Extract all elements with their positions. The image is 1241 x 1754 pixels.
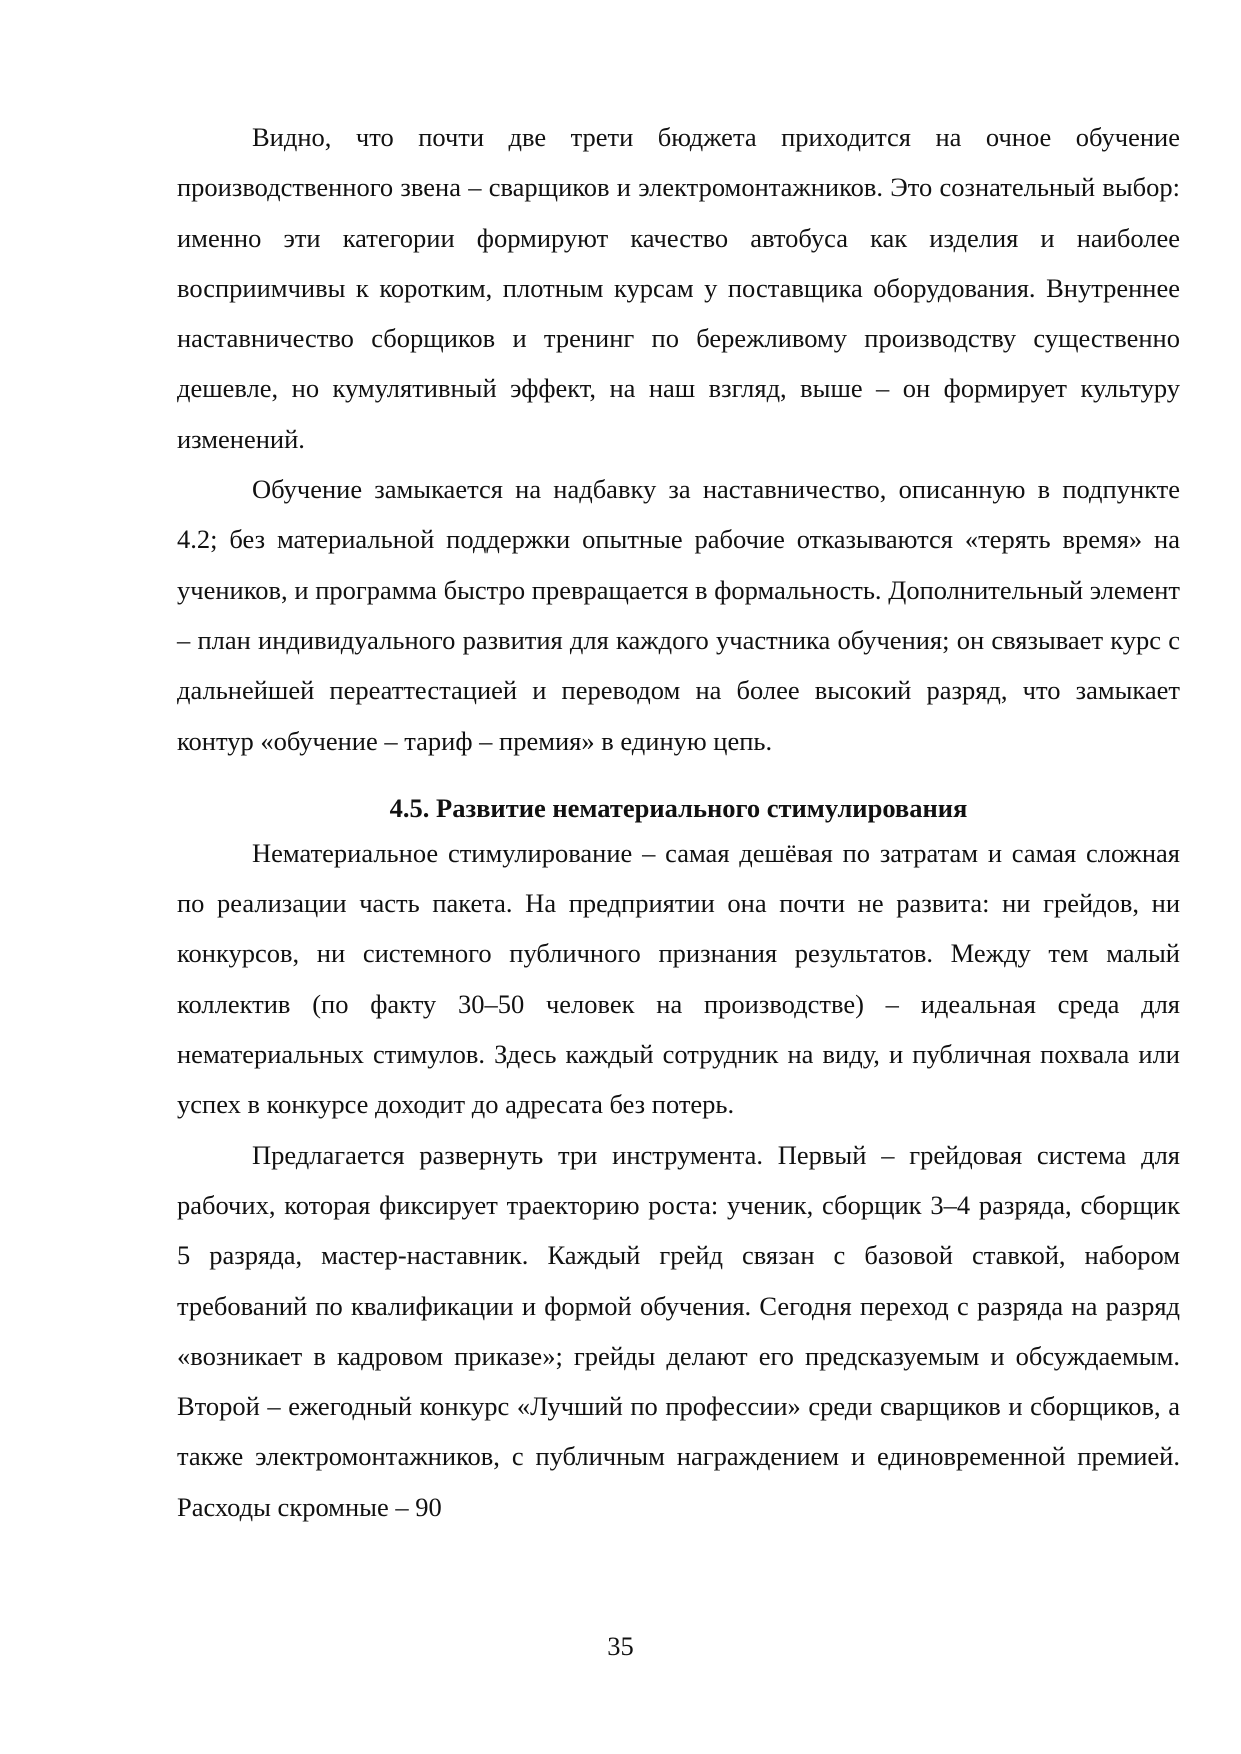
page-number: 35 <box>607 1631 634 1661</box>
section-heading: 4.5. Развитие нематериального стимулирования <box>389 792 968 823</box>
paragraph-budget-structure: Видно, что почти две трети бюджета приходится на очное обучение производственного звена – сварщиков и электромонтажников. Это сознательный выбор: именно эти категории формируют качество автобуса как изделия и наиболее восприимчивы к коротким, плотным курсам у поставщика оборудования. Внутреннее наставничество сборщиков и тренинг по бережливому производству существенно дешевле, но кумулятивный эффект, на наш взгляд, выше – он формирует культуру изменений. <box>177 122 1180 454</box>
document-page <box>177 112 1180 1532</box>
paragraph-nonmaterial-intro: Нематериальное стимулирование – самая дешёвая по затратам и самая сложная по реализации часть пакета. На предприятии она почти не развита: ни грейдов, ни конкурсов, ни системного публичного признания результатов. Между тем малый коллектив (по факту 30–50 человек на производстве) – идеальная среда для нематериальных стимулов. Здесь каждый сотрудник на виду, и публичная похвала или успех в конкурсе доходит до адресата без потерь. <box>177 837 1180 1120</box>
paragraph-mentoring-link: Обучение замыкается на надбавку за наставничество, описанную в подпункте 4.2; без материальной поддержки опытные рабочие отказываются «терять время» на учеников, и программа быстро превращается в формальность. Дополнительный элемент – план индивидуального развития для каждого участника обучения; он связывает курс с дальнейшей переаттестацией и переводом на более высокий разряд, что замыкает контур «обучение – тариф – премия» в единую цепь. <box>177 474 1180 756</box>
paragraph-three-instruments: Предлагается развернуть три инструмента. Первый – грейдовая система для рабочих, которая фиксирует траекторию роста: ученик, сборщик 3–4 разряда, сборщик 5 разряда, мастер-наставник. Каждый грейд связан с базовой ставкой, набором требований по квалификации и формой обучения. Сегодня переход с разряда на разряд «возникает в кадровом приказе»; грейды делают его предсказуемым и обсуждаемым. Второй – ежегодный конкурс «Лучший по профессии» среди сварщиков и сборщиков, а также электромонтажников, с публичным награждением и единовременной премией. Расходы скромные – 90 <box>177 1139 1180 1522</box>
